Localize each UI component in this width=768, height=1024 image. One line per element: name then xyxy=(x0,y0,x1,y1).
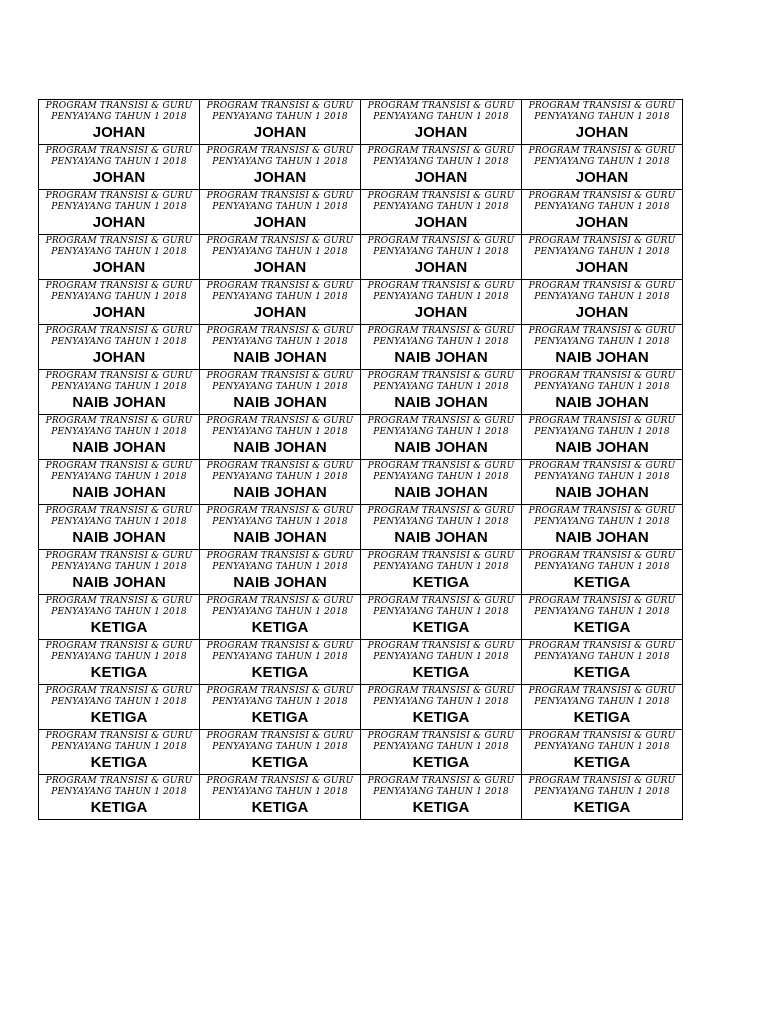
label-program-title: PROGRAM TRANSISI & GURU xyxy=(45,326,193,336)
label-role-name: JOHAN xyxy=(575,259,629,276)
label-role-name: NAIB JOHAN xyxy=(555,439,649,456)
label-role-name: KETIGA xyxy=(573,574,631,591)
label-role-name: NAIB JOHAN xyxy=(233,484,327,501)
label-program-title: PROGRAM TRANSISI & GURU xyxy=(528,101,676,111)
label-role-name: NAIB JOHAN xyxy=(72,484,166,501)
label-program-subtitle: PENYAYANG TAHUN 1 2018 xyxy=(212,382,348,392)
label-role-name: KETIGA xyxy=(90,619,148,636)
label-row xyxy=(39,730,683,775)
name-label xyxy=(522,415,683,460)
name-label xyxy=(361,325,522,370)
name-label xyxy=(522,100,683,145)
label-program-title: PROGRAM TRANSISI & GURU xyxy=(45,461,193,471)
label-program-title: PROGRAM TRANSISI & GURU xyxy=(528,461,676,471)
label-program-title: PROGRAM TRANSISI & GURU xyxy=(206,596,354,606)
label-program-title: PROGRAM TRANSISI & GURU xyxy=(528,506,676,516)
label-role-name: KETIGA xyxy=(573,709,631,726)
label-role-name: NAIB JOHAN xyxy=(394,394,488,411)
name-label xyxy=(361,730,522,775)
label-program-title: PROGRAM TRANSISI & GURU xyxy=(206,191,354,201)
label-program-title: PROGRAM TRANSISI & GURU xyxy=(206,461,354,471)
name-label xyxy=(361,415,522,460)
label-program-title: PROGRAM TRANSISI & GURU xyxy=(367,641,515,651)
label-program-title: PROGRAM TRANSISI & GURU xyxy=(45,191,193,201)
label-program-title: PROGRAM TRANSISI & GURU xyxy=(367,551,515,561)
name-label xyxy=(200,775,361,820)
label-program-title: PROGRAM TRANSISI & GURU xyxy=(206,236,354,246)
name-label xyxy=(522,640,683,685)
label-program-subtitle: PENYAYANG TAHUN 1 2018 xyxy=(212,652,348,662)
label-program-title: PROGRAM TRANSISI & GURU xyxy=(528,416,676,426)
label-role-name: KETIGA xyxy=(251,754,309,771)
label-program-subtitle: PENYAYANG TAHUN 1 2018 xyxy=(51,472,187,482)
label-program-subtitle: PENYAYANG TAHUN 1 2018 xyxy=(212,292,348,302)
label-program-subtitle: PENYAYANG TAHUN 1 2018 xyxy=(534,292,670,302)
label-program-subtitle: PENYAYANG TAHUN 1 2018 xyxy=(373,202,509,212)
label-program-subtitle: PENYAYANG TAHUN 1 2018 xyxy=(373,157,509,167)
label-role-name: JOHAN xyxy=(575,169,629,186)
label-role-name: NAIB JOHAN xyxy=(394,529,488,546)
label-role-name: NAIB JOHAN xyxy=(233,574,327,591)
label-role-name: JOHAN xyxy=(253,124,307,141)
label-role-name: NAIB JOHAN xyxy=(394,349,488,366)
label-row xyxy=(39,370,683,415)
label-program-subtitle: PENYAYANG TAHUN 1 2018 xyxy=(373,247,509,257)
label-program-title: PROGRAM TRANSISI & GURU xyxy=(45,641,193,651)
label-role-name: NAIB JOHAN xyxy=(555,349,649,366)
label-role-name: JOHAN xyxy=(575,304,629,321)
name-label xyxy=(200,505,361,550)
name-label xyxy=(39,280,200,325)
label-program-subtitle: PENYAYANG TAHUN 1 2018 xyxy=(373,562,509,572)
label-program-subtitle: PENYAYANG TAHUN 1 2018 xyxy=(534,742,670,752)
label-role-name: NAIB JOHAN xyxy=(72,394,166,411)
label-role-name: KETIGA xyxy=(412,619,470,636)
label-program-title: PROGRAM TRANSISI & GURU xyxy=(528,641,676,651)
label-program-title: PROGRAM TRANSISI & GURU xyxy=(45,101,193,111)
name-label xyxy=(200,190,361,235)
label-program-subtitle: PENYAYANG TAHUN 1 2018 xyxy=(51,517,187,527)
label-program-subtitle: PENYAYANG TAHUN 1 2018 xyxy=(212,787,348,797)
label-role-name: JOHAN xyxy=(92,304,146,321)
name-label xyxy=(39,415,200,460)
label-program-title: PROGRAM TRANSISI & GURU xyxy=(45,281,193,291)
label-role-name: JOHAN xyxy=(575,124,629,141)
name-label xyxy=(522,460,683,505)
label-program-subtitle: PENYAYANG TAHUN 1 2018 xyxy=(534,337,670,347)
label-program-subtitle: PENYAYANG TAHUN 1 2018 xyxy=(212,697,348,707)
label-program-subtitle: PENYAYANG TAHUN 1 2018 xyxy=(373,382,509,392)
label-program-subtitle: PENYAYANG TAHUN 1 2018 xyxy=(534,697,670,707)
name-label xyxy=(361,775,522,820)
name-label xyxy=(200,460,361,505)
label-role-name: JOHAN xyxy=(92,259,146,276)
name-label xyxy=(200,640,361,685)
label-program-subtitle: PENYAYANG TAHUN 1 2018 xyxy=(51,652,187,662)
label-program-title: PROGRAM TRANSISI & GURU xyxy=(367,326,515,336)
label-program-subtitle: PENYAYANG TAHUN 1 2018 xyxy=(373,517,509,527)
label-role-name: NAIB JOHAN xyxy=(555,484,649,501)
label-role-name: KETIGA xyxy=(412,664,470,681)
label-program-title: PROGRAM TRANSISI & GURU xyxy=(206,371,354,381)
label-role-name: KETIGA xyxy=(90,799,148,816)
name-label xyxy=(522,190,683,235)
label-program-title: PROGRAM TRANSISI & GURU xyxy=(206,551,354,561)
name-label xyxy=(361,145,522,190)
label-program-subtitle: PENYAYANG TAHUN 1 2018 xyxy=(373,607,509,617)
label-role-name: KETIGA xyxy=(412,754,470,771)
name-label xyxy=(200,550,361,595)
label-program-title: PROGRAM TRANSISI & GURU xyxy=(367,731,515,741)
name-label xyxy=(361,550,522,595)
label-program-title: PROGRAM TRANSISI & GURU xyxy=(528,551,676,561)
label-program-subtitle: PENYAYANG TAHUN 1 2018 xyxy=(373,697,509,707)
name-label xyxy=(200,370,361,415)
label-program-subtitle: PENYAYANG TAHUN 1 2018 xyxy=(373,337,509,347)
name-label xyxy=(39,325,200,370)
label-role-name: KETIGA xyxy=(251,799,309,816)
label-program-subtitle: PENYAYANG TAHUN 1 2018 xyxy=(373,472,509,482)
label-program-subtitle: PENYAYANG TAHUN 1 2018 xyxy=(373,652,509,662)
label-program-title: PROGRAM TRANSISI & GURU xyxy=(367,776,515,786)
label-row xyxy=(39,145,683,190)
name-label xyxy=(39,460,200,505)
label-role-name: KETIGA xyxy=(251,709,309,726)
label-program-title: PROGRAM TRANSISI & GURU xyxy=(206,731,354,741)
label-program-title: PROGRAM TRANSISI & GURU xyxy=(206,776,354,786)
label-role-name: KETIGA xyxy=(412,709,470,726)
label-program-subtitle: PENYAYANG TAHUN 1 2018 xyxy=(212,742,348,752)
label-role-name: KETIGA xyxy=(251,664,309,681)
label-program-title: PROGRAM TRANSISI & GURU xyxy=(528,146,676,156)
label-program-title: PROGRAM TRANSISI & GURU xyxy=(528,236,676,246)
label-row xyxy=(39,595,683,640)
label-program-subtitle: PENYAYANG TAHUN 1 2018 xyxy=(51,112,187,122)
label-program-subtitle: PENYAYANG TAHUN 1 2018 xyxy=(212,202,348,212)
label-program-title: PROGRAM TRANSISI & GURU xyxy=(45,551,193,561)
label-row xyxy=(39,505,683,550)
label-program-title: PROGRAM TRANSISI & GURU xyxy=(206,416,354,426)
label-role-name: KETIGA xyxy=(412,574,470,591)
name-label xyxy=(200,685,361,730)
label-program-title: PROGRAM TRANSISI & GURU xyxy=(528,281,676,291)
label-program-title: PROGRAM TRANSISI & GURU xyxy=(367,371,515,381)
name-label xyxy=(522,370,683,415)
name-label xyxy=(39,775,200,820)
label-program-title: PROGRAM TRANSISI & GURU xyxy=(528,731,676,741)
label-program-subtitle: PENYAYANG TAHUN 1 2018 xyxy=(212,427,348,437)
label-program-title: PROGRAM TRANSISI & GURU xyxy=(45,686,193,696)
label-role-name: JOHAN xyxy=(92,349,146,366)
label-role-name: NAIB JOHAN xyxy=(394,484,488,501)
label-row xyxy=(39,235,683,280)
label-program-title: PROGRAM TRANSISI & GURU xyxy=(367,281,515,291)
label-program-subtitle: PENYAYANG TAHUN 1 2018 xyxy=(534,607,670,617)
label-program-title: PROGRAM TRANSISI & GURU xyxy=(367,236,515,246)
label-role-name: KETIGA xyxy=(90,709,148,726)
label-role-name: JOHAN xyxy=(253,304,307,321)
label-program-title: PROGRAM TRANSISI & GURU xyxy=(206,101,354,111)
label-program-subtitle: PENYAYANG TAHUN 1 2018 xyxy=(534,157,670,167)
label-program-subtitle: PENYAYANG TAHUN 1 2018 xyxy=(534,787,670,797)
label-row xyxy=(39,280,683,325)
name-label xyxy=(39,370,200,415)
label-program-subtitle: PENYAYANG TAHUN 1 2018 xyxy=(51,427,187,437)
label-program-title: PROGRAM TRANSISI & GURU xyxy=(206,281,354,291)
name-label xyxy=(200,280,361,325)
label-program-subtitle: PENYAYANG TAHUN 1 2018 xyxy=(373,292,509,302)
label-program-subtitle: PENYAYANG TAHUN 1 2018 xyxy=(212,607,348,617)
label-program-subtitle: PENYAYANG TAHUN 1 2018 xyxy=(534,112,670,122)
label-program-title: PROGRAM TRANSISI & GURU xyxy=(367,191,515,201)
label-program-title: PROGRAM TRANSISI & GURU xyxy=(528,371,676,381)
label-program-title: PROGRAM TRANSISI & GURU xyxy=(45,776,193,786)
label-program-subtitle: PENYAYANG TAHUN 1 2018 xyxy=(51,202,187,212)
label-program-subtitle: PENYAYANG TAHUN 1 2018 xyxy=(51,337,187,347)
name-label xyxy=(522,550,683,595)
label-role-name: JOHAN xyxy=(575,214,629,231)
label-program-title: PROGRAM TRANSISI & GURU xyxy=(45,506,193,516)
label-program-title: PROGRAM TRANSISI & GURU xyxy=(528,596,676,606)
name-label xyxy=(200,595,361,640)
label-role-name: KETIGA xyxy=(90,664,148,681)
label-role-name: KETIGA xyxy=(573,619,631,636)
label-program-subtitle: PENYAYANG TAHUN 1 2018 xyxy=(373,787,509,797)
name-label xyxy=(39,685,200,730)
name-label xyxy=(39,640,200,685)
label-role-name: JOHAN xyxy=(414,169,468,186)
label-role-name: JOHAN xyxy=(253,169,307,186)
name-label xyxy=(361,100,522,145)
label-row xyxy=(39,460,683,505)
label-program-title: PROGRAM TRANSISI & GURU xyxy=(528,776,676,786)
label-program-subtitle: PENYAYANG TAHUN 1 2018 xyxy=(212,337,348,347)
label-program-title: PROGRAM TRANSISI & GURU xyxy=(45,146,193,156)
label-program-title: PROGRAM TRANSISI & GURU xyxy=(367,596,515,606)
name-label xyxy=(39,100,200,145)
label-program-subtitle: PENYAYANG TAHUN 1 2018 xyxy=(51,697,187,707)
label-row xyxy=(39,100,683,145)
name-label xyxy=(522,505,683,550)
label-program-subtitle: PENYAYANG TAHUN 1 2018 xyxy=(212,157,348,167)
label-role-name: JOHAN xyxy=(92,124,146,141)
label-role-name: KETIGA xyxy=(573,754,631,771)
label-program-title: PROGRAM TRANSISI & GURU xyxy=(206,326,354,336)
label-row xyxy=(39,325,683,370)
label-row xyxy=(39,685,683,730)
name-label xyxy=(200,100,361,145)
label-program-subtitle: PENYAYANG TAHUN 1 2018 xyxy=(51,562,187,572)
label-program-title: PROGRAM TRANSISI & GURU xyxy=(528,191,676,201)
name-label xyxy=(522,775,683,820)
label-program-subtitle: PENYAYANG TAHUN 1 2018 xyxy=(212,562,348,572)
label-row xyxy=(39,775,683,820)
name-label xyxy=(39,190,200,235)
name-label xyxy=(361,190,522,235)
label-program-title: PROGRAM TRANSISI & GURU xyxy=(206,686,354,696)
name-label xyxy=(39,145,200,190)
name-label xyxy=(200,235,361,280)
name-label xyxy=(361,505,522,550)
label-program-subtitle: PENYAYANG TAHUN 1 2018 xyxy=(373,742,509,752)
label-role-name: NAIB JOHAN xyxy=(72,529,166,546)
label-role-name: JOHAN xyxy=(92,169,146,186)
name-label xyxy=(361,235,522,280)
label-program-subtitle: PENYAYANG TAHUN 1 2018 xyxy=(51,382,187,392)
label-program-title: PROGRAM TRANSISI & GURU xyxy=(45,596,193,606)
name-label xyxy=(361,595,522,640)
label-role-name: NAIB JOHAN xyxy=(233,394,327,411)
label-program-subtitle: PENYAYANG TAHUN 1 2018 xyxy=(51,607,187,617)
label-role-name: NAIB JOHAN xyxy=(555,394,649,411)
label-program-subtitle: PENYAYANG TAHUN 1 2018 xyxy=(534,517,670,527)
name-label xyxy=(361,370,522,415)
label-program-subtitle: PENYAYANG TAHUN 1 2018 xyxy=(534,472,670,482)
name-label xyxy=(39,505,200,550)
label-program-subtitle: PENYAYANG TAHUN 1 2018 xyxy=(212,472,348,482)
label-role-name: NAIB JOHAN xyxy=(233,439,327,456)
label-program-subtitle: PENYAYANG TAHUN 1 2018 xyxy=(534,427,670,437)
label-role-name: NAIB JOHAN xyxy=(233,529,327,546)
label-program-subtitle: PENYAYANG TAHUN 1 2018 xyxy=(534,202,670,212)
label-program-title: PROGRAM TRANSISI & GURU xyxy=(367,101,515,111)
label-row xyxy=(39,415,683,460)
label-role-name: NAIB JOHAN xyxy=(555,529,649,546)
label-program-subtitle: PENYAYANG TAHUN 1 2018 xyxy=(51,247,187,257)
label-program-title: PROGRAM TRANSISI & GURU xyxy=(528,326,676,336)
name-label xyxy=(522,325,683,370)
label-program-subtitle: PENYAYANG TAHUN 1 2018 xyxy=(51,292,187,302)
label-role-name: JOHAN xyxy=(253,259,307,276)
name-label xyxy=(361,640,522,685)
label-role-name: JOHAN xyxy=(253,214,307,231)
label-role-name: NAIB JOHAN xyxy=(394,439,488,456)
name-label xyxy=(522,730,683,775)
name-label xyxy=(200,730,361,775)
label-role-name: NAIB JOHAN xyxy=(233,349,327,366)
label-program-title: PROGRAM TRANSISI & GURU xyxy=(367,686,515,696)
name-label xyxy=(522,145,683,190)
name-label xyxy=(200,145,361,190)
label-program-title: PROGRAM TRANSISI & GURU xyxy=(367,146,515,156)
label-program-subtitle: PENYAYANG TAHUN 1 2018 xyxy=(51,787,187,797)
label-program-subtitle: PENYAYANG TAHUN 1 2018 xyxy=(534,247,670,257)
label-program-title: PROGRAM TRANSISI & GURU xyxy=(45,371,193,381)
label-program-title: PROGRAM TRANSISI & GURU xyxy=(45,731,193,741)
label-program-subtitle: PENYAYANG TAHUN 1 2018 xyxy=(51,742,187,752)
label-program-subtitle: PENYAYANG TAHUN 1 2018 xyxy=(51,157,187,167)
label-role-name: JOHAN xyxy=(414,124,468,141)
name-label xyxy=(522,235,683,280)
label-role-name: JOHAN xyxy=(414,214,468,231)
label-program-title: PROGRAM TRANSISI & GURU xyxy=(528,686,676,696)
label-role-name: KETIGA xyxy=(573,664,631,681)
name-label xyxy=(39,235,200,280)
label-role-name: NAIB JOHAN xyxy=(72,439,166,456)
name-label xyxy=(361,460,522,505)
label-row xyxy=(39,550,683,595)
label-role-name: JOHAN xyxy=(92,214,146,231)
label-program-subtitle: PENYAYANG TAHUN 1 2018 xyxy=(373,112,509,122)
label-program-subtitle: PENYAYANG TAHUN 1 2018 xyxy=(212,247,348,257)
label-role-name: KETIGA xyxy=(573,799,631,816)
name-label xyxy=(522,280,683,325)
label-role-name: JOHAN xyxy=(414,259,468,276)
label-program-subtitle: PENYAYANG TAHUN 1 2018 xyxy=(212,517,348,527)
label-role-name: KETIGA xyxy=(412,799,470,816)
name-label xyxy=(200,325,361,370)
name-label xyxy=(200,415,361,460)
label-program-subtitle: PENYAYANG TAHUN 1 2018 xyxy=(212,112,348,122)
name-label xyxy=(522,685,683,730)
label-program-title: PROGRAM TRANSISI & GURU xyxy=(206,146,354,156)
name-label xyxy=(39,595,200,640)
name-label xyxy=(522,595,683,640)
label-role-name: KETIGA xyxy=(251,619,309,636)
label-role-name: NAIB JOHAN xyxy=(72,574,166,591)
label-grid xyxy=(39,100,683,820)
label-program-subtitle: PENYAYANG TAHUN 1 2018 xyxy=(373,427,509,437)
name-label xyxy=(361,685,522,730)
label-program-subtitle: PENYAYANG TAHUN 1 2018 xyxy=(534,652,670,662)
label-program-title: PROGRAM TRANSISI & GURU xyxy=(367,461,515,471)
label-sheet xyxy=(38,99,683,820)
label-role-name: KETIGA xyxy=(90,754,148,771)
label-program-title: PROGRAM TRANSISI & GURU xyxy=(367,416,515,426)
label-program-title: PROGRAM TRANSISI & GURU xyxy=(45,416,193,426)
label-program-title: PROGRAM TRANSISI & GURU xyxy=(45,236,193,246)
label-program-subtitle: PENYAYANG TAHUN 1 2018 xyxy=(534,382,670,392)
label-program-title: PROGRAM TRANSISI & GURU xyxy=(206,506,354,516)
label-program-subtitle: PENYAYANG TAHUN 1 2018 xyxy=(534,562,670,572)
label-program-title: PROGRAM TRANSISI & GURU xyxy=(367,506,515,516)
label-row xyxy=(39,640,683,685)
label-role-name: JOHAN xyxy=(414,304,468,321)
name-label xyxy=(361,280,522,325)
label-program-title: PROGRAM TRANSISI & GURU xyxy=(206,641,354,651)
name-label xyxy=(39,550,200,595)
name-label xyxy=(39,730,200,775)
label-row xyxy=(39,190,683,235)
